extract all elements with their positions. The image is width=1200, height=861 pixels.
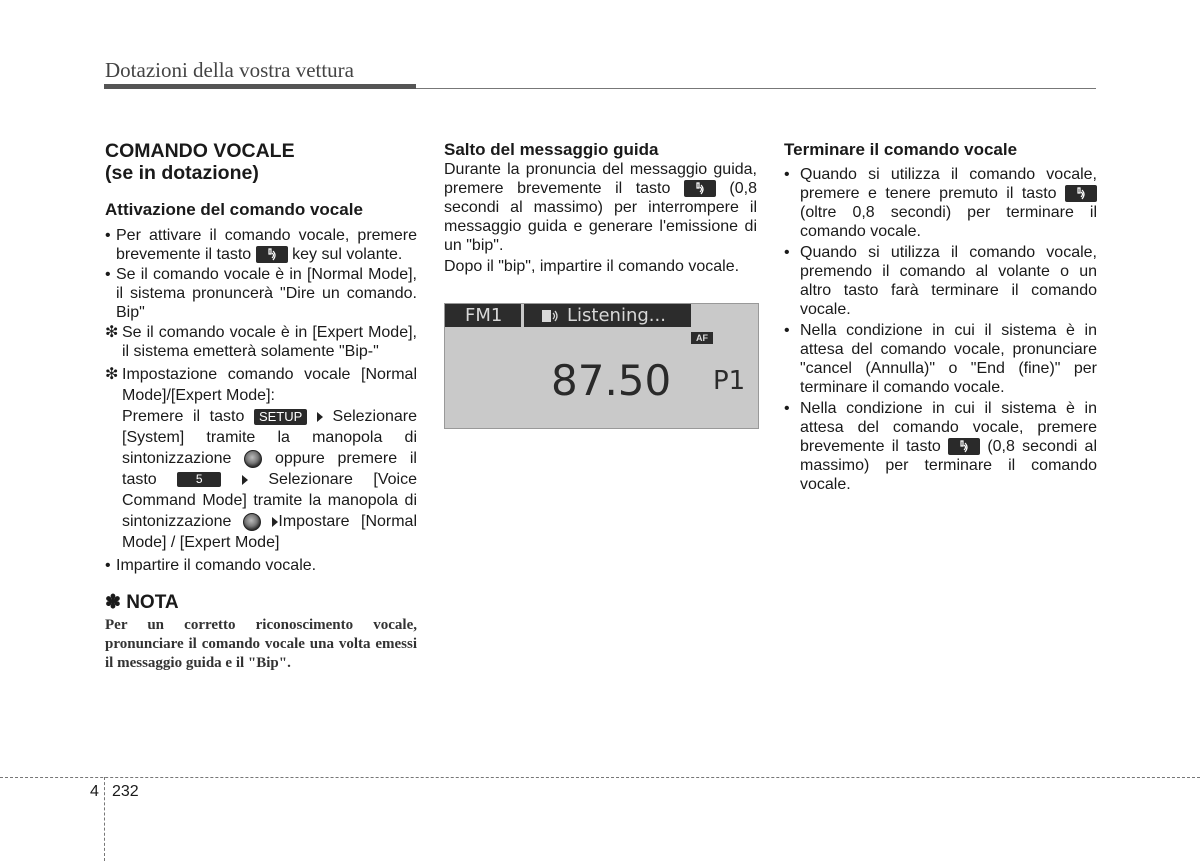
footer-dashed-rule <box>0 777 1200 778</box>
list-item <box>105 556 417 575</box>
paragraph-text: (0,8 secondi al massimo) per interrompere il messaggio guida e generare l'emissione di un "bip". <box>444 180 757 254</box>
list-item <box>105 226 417 264</box>
note-text: Per un corretto riconoscimento vocale, pronunciare il comando vocale una volta emessi il messaggio guida e il "Bip". <box>105 617 417 671</box>
skip-guide-heading: Salto del messaggio guida <box>444 140 659 159</box>
end-command-heading: Terminare il comando vocale <box>784 140 1018 159</box>
list-item <box>784 243 1097 319</box>
note-title: ✽ NOTA <box>105 592 179 613</box>
bullet-marker: • <box>784 400 790 417</box>
section-main-title <box>105 140 417 184</box>
voice-key-button <box>1065 185 1097 202</box>
preset-5-key-button: 5 <box>177 472 221 487</box>
paragraph <box>444 160 757 255</box>
main-title-line2: (se in dotazione) <box>105 162 259 184</box>
list-item <box>784 165 1097 241</box>
list-item <box>105 364 417 553</box>
paragraph: Dopo il "bip", impartire il comando vocale. <box>444 258 740 275</box>
item-text: Quando si utilizza il comando vocale, premendo il comando al volante o un altro tasto farà terminare il comando vocale. <box>800 244 1097 318</box>
voice-talk-icon <box>1075 187 1087 200</box>
bullet-marker: • <box>784 322 790 339</box>
item-text: Quando si utilizza il comando vocale, premere e tenere premuto il tasto <box>800 166 1097 202</box>
item-text: Selezionare [Voice Command Mode] tramite la manopola di sintonizzazione <box>122 471 418 530</box>
column-left <box>105 140 417 673</box>
item-text: Se il comando vocale è in [Normal Mode], il sistema pronuncerà "Dire un comando. Bip" <box>116 266 417 321</box>
voice-key-button <box>948 438 980 455</box>
list-item <box>105 323 417 361</box>
column-middle <box>444 140 757 276</box>
item-text: Per attivare il comando vocale, premere brevemente il tasto <box>116 227 417 263</box>
display-frequency: 87.50 <box>551 356 672 405</box>
bullet-marker: • <box>105 557 111 574</box>
display-status-text: Listening... <box>567 305 666 326</box>
bullet-marker: • <box>784 244 790 261</box>
voice-talk-icon <box>958 440 970 453</box>
footer-dashed-divider <box>104 777 105 861</box>
page-number: 232 <box>112 783 139 800</box>
item-text: Selezionare [System] tramite la manopola di sintonizzazione <box>122 408 418 467</box>
item-text: oppure premere il tasto <box>122 450 417 488</box>
item-text: key sul volante. <box>292 246 403 263</box>
activation-heading: Attivazione del comando vocale <box>105 200 363 219</box>
list-item <box>784 321 1097 397</box>
item-text: Impostazione comando vocale [Normal Mode]/[Expert Mode]: <box>122 366 417 404</box>
main-title-line1: COMANDO VOCALE <box>105 140 295 162</box>
display-preset: P1 <box>713 366 746 396</box>
voice-key-button <box>256 246 288 263</box>
bullet-marker: • <box>105 266 111 283</box>
paragraph-text: Durante la pronuncia del messaggio guida, premere brevemente il tasto <box>444 161 757 197</box>
item-text: Impostare [Normal Mode] / [Expert Mode] <box>122 513 417 551</box>
display-separator <box>521 304 524 327</box>
af-badge: AF <box>691 332 713 344</box>
header-rule-thick <box>104 84 416 89</box>
item-text: Nella condizione in cui il sistema è in attesa del comando vocale, pronunciare "cancel (Annulla)" o "End (fine)" per terminare il comando vocale. <box>800 322 1097 396</box>
bullet-marker: • <box>784 166 790 183</box>
display-band: FM1 <box>465 305 503 326</box>
radio-display-screen <box>444 303 759 429</box>
setup-key-button: SETUP <box>254 409 307 425</box>
column-right <box>784 140 1097 496</box>
triangle-right-icon <box>242 475 248 485</box>
item-text: (0,8 secondi al massimo) per terminare il comando vocale. <box>800 438 1098 493</box>
voice-talk-icon <box>266 248 278 261</box>
item-text: Impartire il comando vocale. <box>116 557 317 574</box>
tuning-knob-icon <box>243 513 261 531</box>
asterisk-marker: ❇ <box>105 366 119 383</box>
asterisk-marker: ❇ <box>105 324 119 341</box>
voice-listening-icon <box>541 308 561 324</box>
item-text: Premere il tasto <box>122 408 245 425</box>
chapter-number: 4 <box>90 783 99 800</box>
tuning-knob-icon <box>244 450 262 468</box>
page-header-title: Dotazioni della vostra vettura <box>105 58 354 82</box>
header-rule-thin <box>416 88 1096 89</box>
item-text: Se il comando vocale è in [Expert Mode], il sistema emetterà solamente "Bip-" <box>122 324 417 360</box>
voice-key-button <box>684 180 716 197</box>
list-item <box>784 399 1097 494</box>
bullet-marker: • <box>105 227 111 244</box>
voice-talk-icon <box>694 182 706 195</box>
list-item <box>105 265 417 322</box>
item-text: Nella condizione in cui il sistema è in attesa del comando vocale, premere brevemente il tasto <box>800 400 1097 455</box>
item-text: (oltre 0,8 secondi) per terminare il comando vocale. <box>800 204 1097 240</box>
triangle-right-icon <box>317 412 323 422</box>
